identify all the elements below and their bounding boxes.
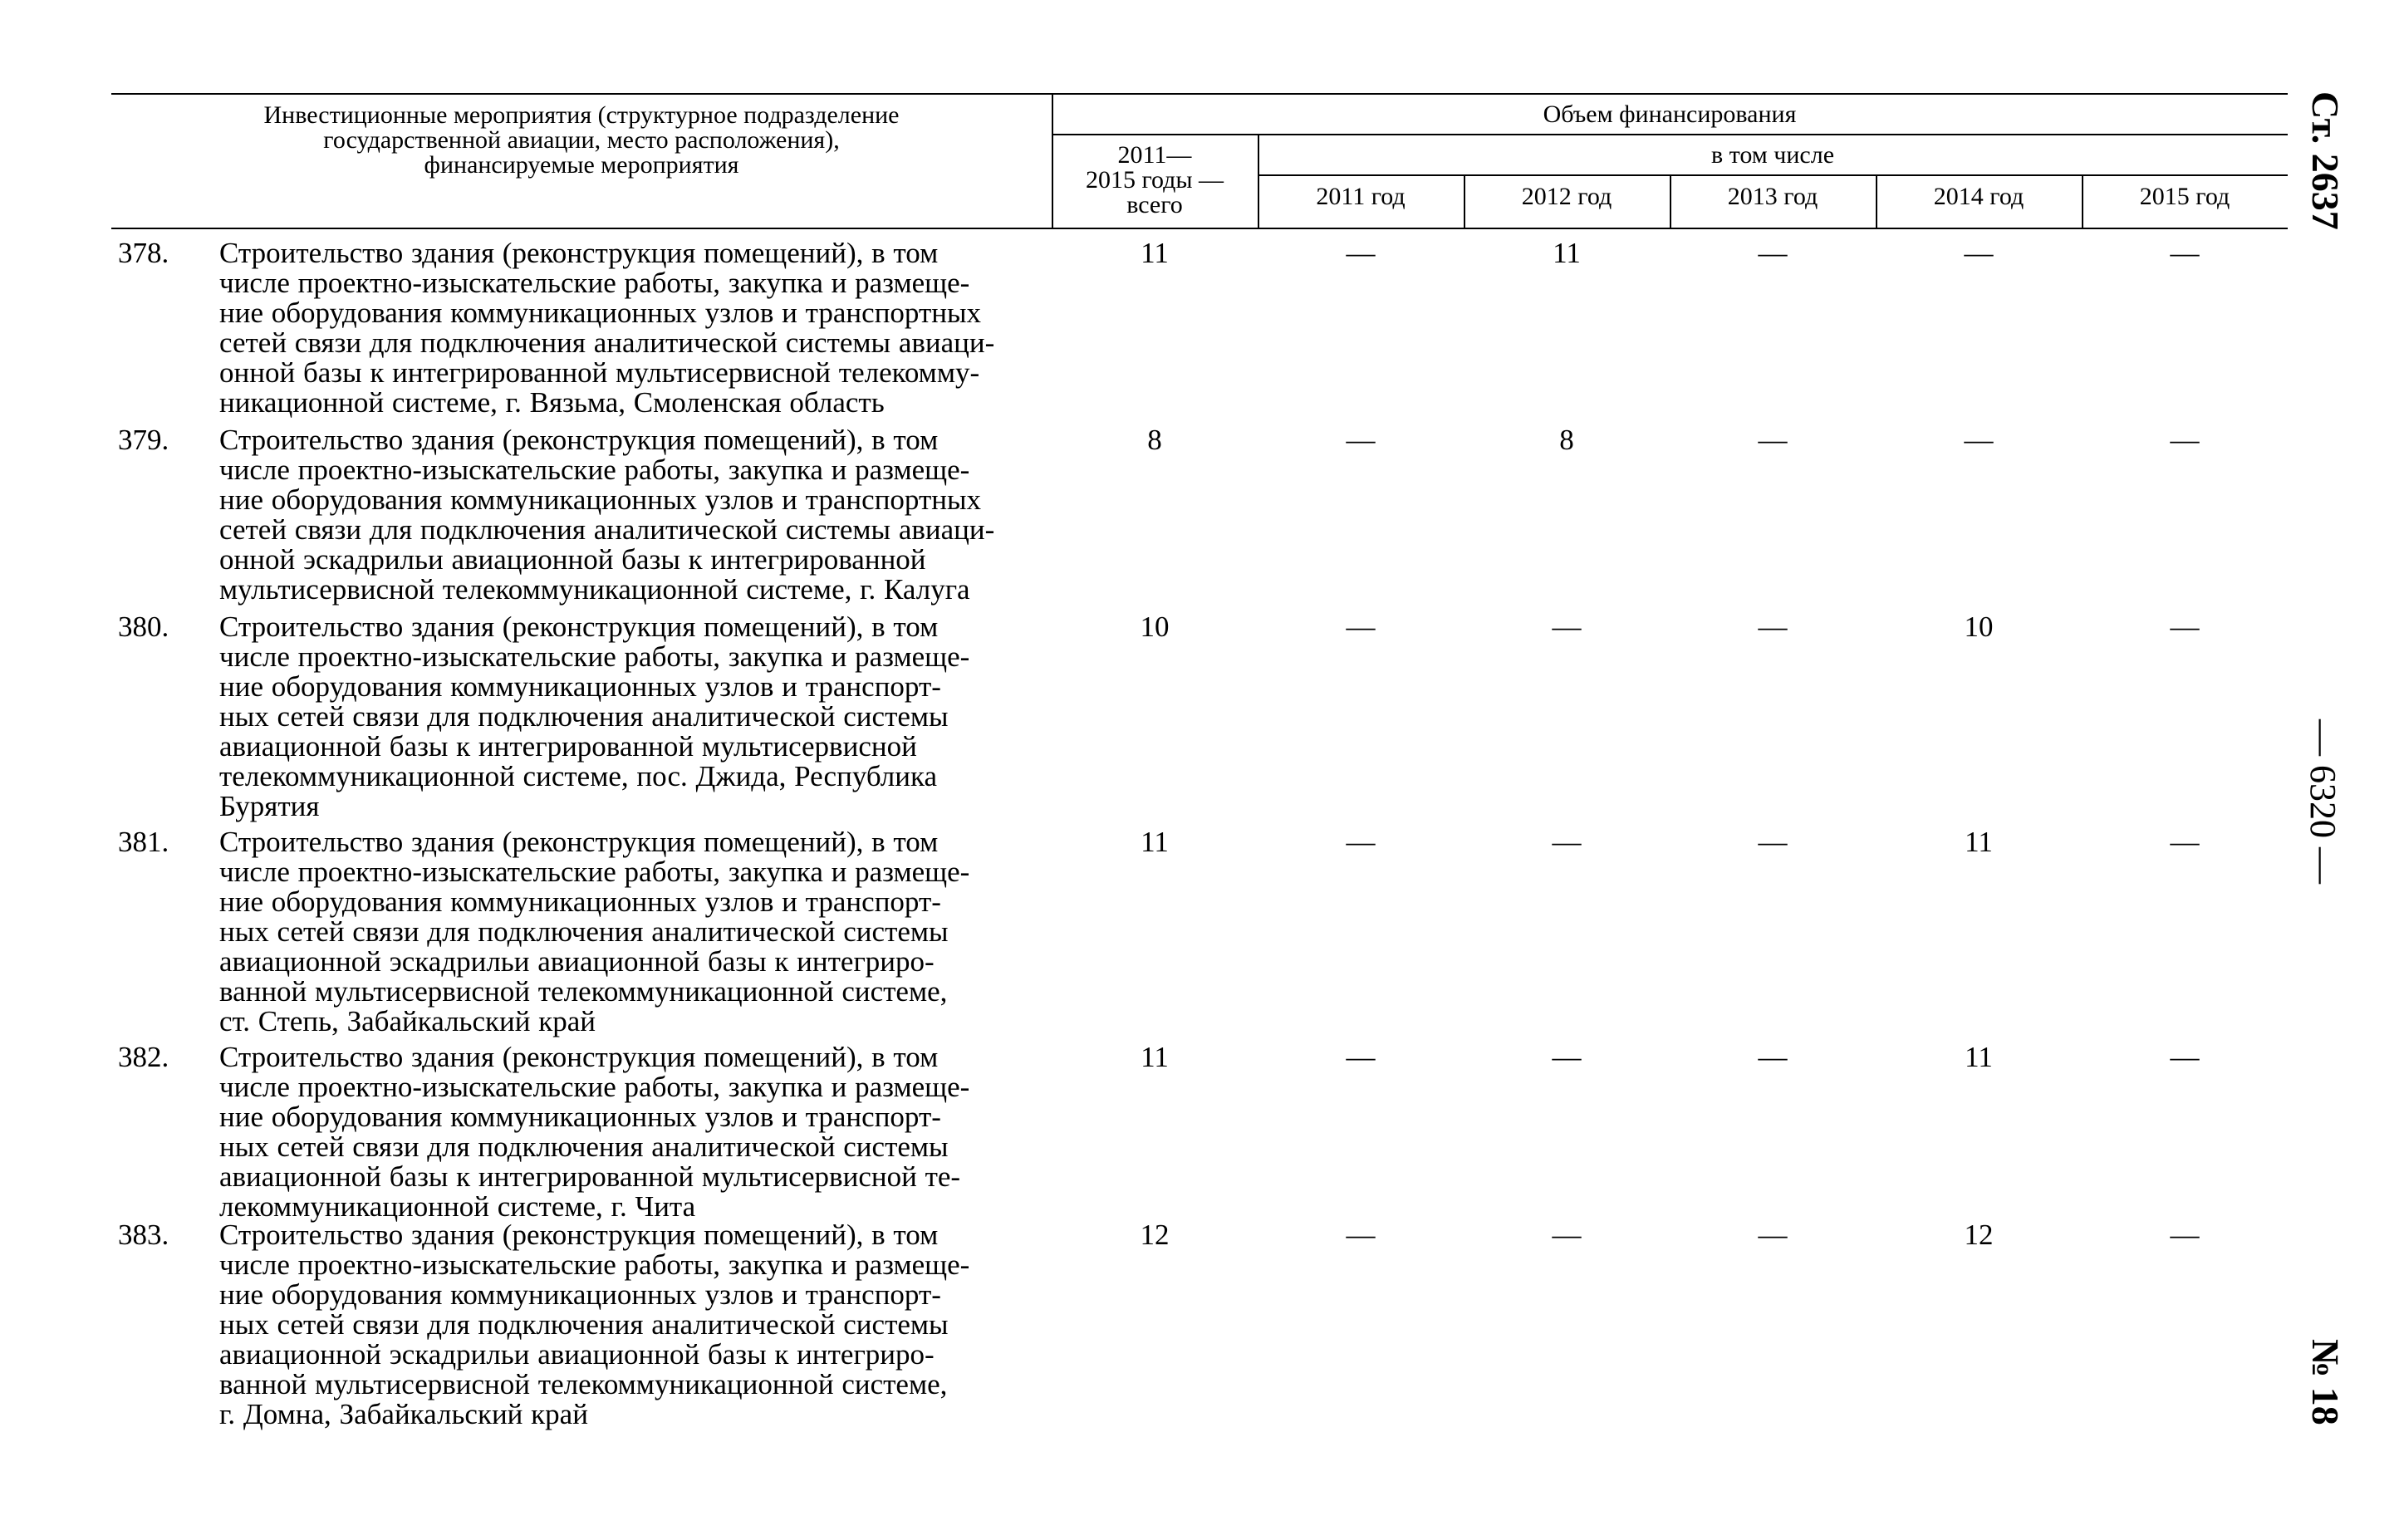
row-number: 378. <box>118 237 169 269</box>
row-description: Строительство здания (реконструкция помещений), в том числе проектно-изыскательские работы, закупка и размеще- ние оборудования коммуникационных узлов и транспортных сетей связи для подключения аналитической системы авиаци- онной базы к интегрированной мультисервисной телекомму- никационной системе, г. Вязьма, Смоленская область <box>219 237 995 419</box>
row-number: 380. <box>118 611 169 643</box>
header-rule-funding <box>1052 134 2288 135</box>
header-year-2011: 2011 год <box>1316 183 1406 210</box>
header-year-2014: 2014 год <box>1933 183 2024 210</box>
row-2013: — <box>1758 424 1788 456</box>
row-2012: — <box>1552 611 1582 643</box>
row-2011: — <box>1346 611 1376 643</box>
row-2014: — <box>1964 424 1994 456</box>
row-2015: — <box>2170 1219 2200 1251</box>
row-2015: — <box>2170 424 2200 456</box>
header-year-2015: 2015 год <box>2139 183 2230 210</box>
row-total: 11 <box>1141 826 1169 858</box>
header-including: в том числе <box>1710 141 1835 169</box>
row-2013: — <box>1758 1041 1788 1073</box>
page-number: — 6320 — <box>2303 719 2343 884</box>
row-2011: — <box>1346 1219 1376 1251</box>
header-total-column: 2011— 2015 годы — всего <box>1085 141 1224 218</box>
row-2013: — <box>1758 611 1788 643</box>
row-2015: — <box>2170 237 2200 269</box>
row-2011: — <box>1346 424 1376 456</box>
row-2014: — <box>1964 237 1994 269</box>
row-number: 379. <box>118 424 169 456</box>
row-2012: — <box>1552 1041 1582 1073</box>
issue-number: № 18 <box>2304 1339 2347 1425</box>
row-2015: — <box>2170 611 2200 643</box>
row-2013: — <box>1758 1219 1788 1251</box>
row-description: Строительство здания (реконструкция помещений), в том числе проектно-изыскательские работы, закупка и размеще- ние оборудования коммуникационных узлов и транспорт- ных сетей связи для подключения аналитической системы авиационной эскадрильи авиационной базы к интегриро- ванной мультисервисной телекоммуникационной системе, г. Домна, Забайкальский край <box>219 1219 970 1430</box>
row-2013: — <box>1758 237 1788 269</box>
row-description: Строительство здания (реконструкция помещений), в том числе проектно-изыскательские работы, закупка и размеще- ние оборудования коммуникационных узлов и транспорт- ных сетей связи для подключения аналитической системы авиационной базы к интегрированной мультисервисной те- лекоммуникационной системе, г. Чита <box>219 1041 970 1223</box>
row-total: 10 <box>1140 611 1170 643</box>
row-number: 383. <box>118 1219 169 1251</box>
row-2011: — <box>1346 237 1376 269</box>
header-top-rule <box>111 93 2288 95</box>
row-description: Строительство здания (реконструкция помещений), в том числе проектно-изыскательские работы, закупка и размеще- ние оборудования коммуникационных узлов и транспорт- ных сетей связи для подключения аналитической системы авиационной базы к интегрированной мультисервисной телекоммуникационной системе, пос. Джида, Республика Бурятия <box>219 611 970 822</box>
row-2015: — <box>2170 826 2200 858</box>
row-description: Строительство здания (реконструкция помещений), в том числе проектно-изыскательские работы, закупка и размеще- ние оборудования коммуникационных узлов и транспорт- ных сетей связи для подключения аналитической системы авиационной эскадрильи авиационной базы к интегриро- ванной мультисервисной телекоммуникационной системе, ст. Степь, Забайкальский край <box>219 826 970 1037</box>
row-2011: — <box>1346 826 1376 858</box>
row-description: Строительство здания (реконструкция помещений), в том числе проектно-изыскательские работы, закупка и размеще- ние оборудования коммуникационных узлов и транспортных сетей связи для подключения аналитической системы авиаци- онной эскадрильи авиационной базы к интегрированной мультисервисной телекоммуникационной системе, г. Калуга <box>219 424 995 606</box>
row-number: 382. <box>118 1041 169 1073</box>
row-2012: 11 <box>1553 237 1581 269</box>
row-2014: 11 <box>1965 1041 1993 1073</box>
row-2014: 12 <box>1964 1219 1994 1251</box>
row-2014: 11 <box>1965 826 1993 858</box>
row-number: 381. <box>118 826 169 858</box>
row-2013: — <box>1758 826 1788 858</box>
row-total: 11 <box>1141 1041 1169 1073</box>
header-rule-including <box>1258 174 2288 176</box>
row-2014: 10 <box>1964 611 1994 643</box>
article-number: Ст. 2637 <box>2304 91 2347 230</box>
header-funding-volume: Объем финансирования <box>1543 101 1797 128</box>
row-total: 8 <box>1147 424 1162 456</box>
row-2012: — <box>1552 1219 1582 1251</box>
row-total: 11 <box>1141 237 1169 269</box>
header-activity-column: Инвестиционные мероприятия (структурное подразделение государственной авиации, место расположения), финансируемые мероприятия <box>263 101 900 179</box>
header-year-2013: 2013 год <box>1727 183 1818 210</box>
row-2012: 8 <box>1559 424 1574 456</box>
row-total: 12 <box>1140 1219 1170 1251</box>
row-2012: — <box>1552 826 1582 858</box>
header-bottom-rule <box>111 228 2288 229</box>
header-year-2012: 2012 год <box>1521 183 1612 210</box>
row-2011: — <box>1346 1041 1376 1073</box>
row-2015: — <box>2170 1041 2200 1073</box>
